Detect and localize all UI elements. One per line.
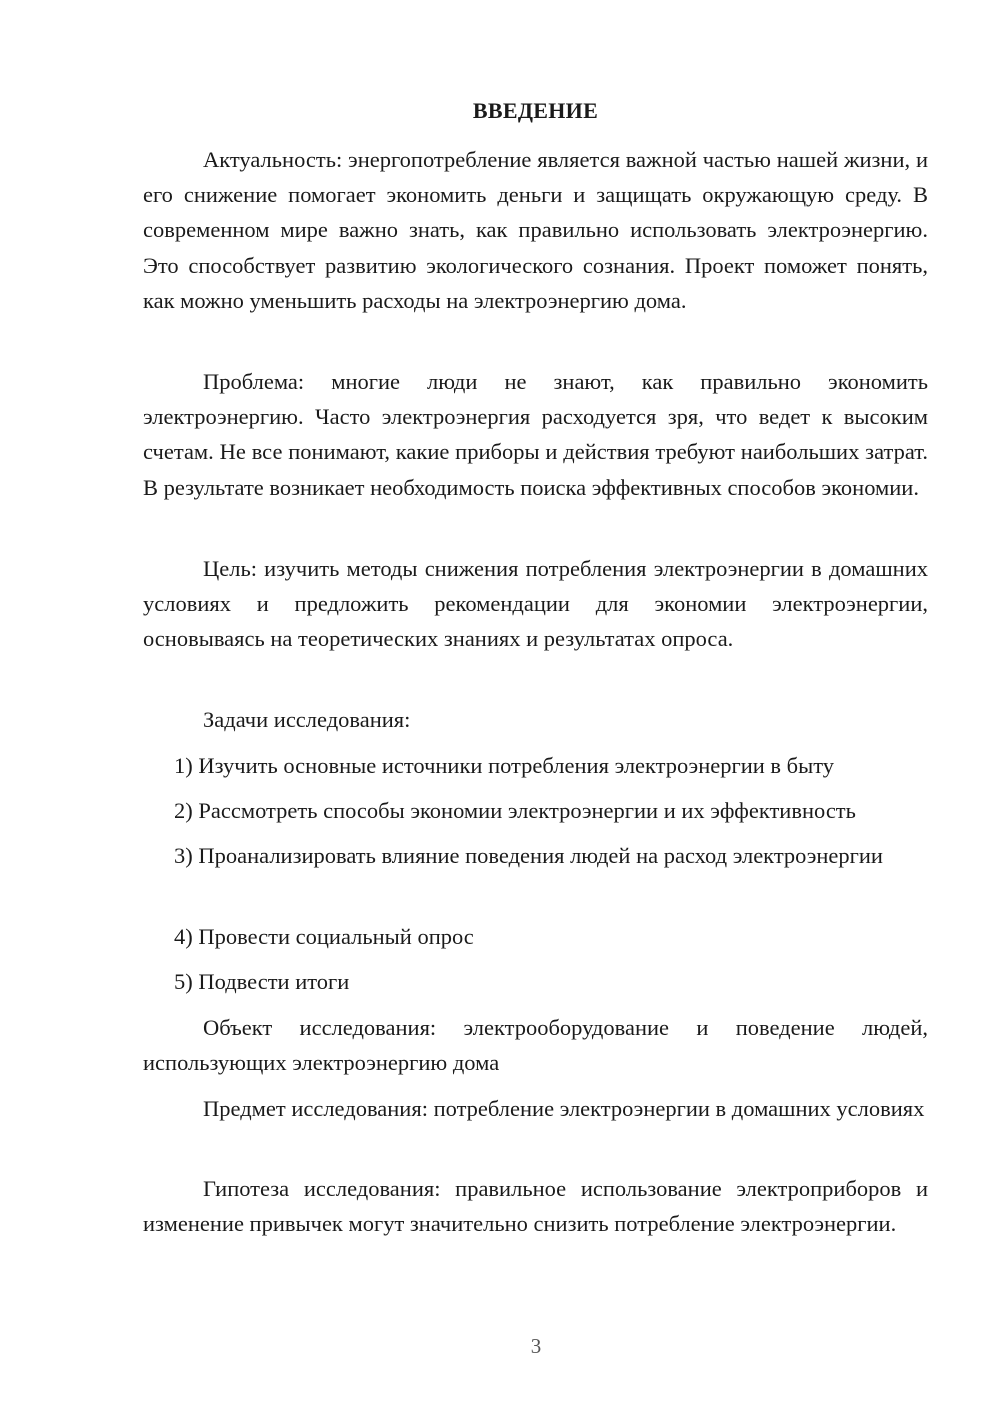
goal-paragraph: Цель: изучить методы снижения потребления электроэнергии в домашних условиях и предложить рекомендации для экономии электроэнергии, основываясь на теоретических знаниях и результатах опроса. — [143, 556, 928, 652]
subject-paragraph: Предмет исследования: потребление электроэнергии в домашних условиях — [203, 1096, 925, 1121]
problem-paragraph: Проблема: многие люди не знают, как правильно экономить электроэнергию. Часто электроэнергия расходуется зря, что ведет к высоким счетам. Не все понимают, какие приборы и действия требуют наибольших затрат. В результате возникает необходимость поиска эффективных способов экономии. — [143, 369, 928, 500]
task-item-4: 4) Провести социальный опрос — [174, 924, 474, 949]
task-item-2: 2) Рассмотреть способы экономии электроэнергии и их эффективность — [174, 798, 856, 823]
tasks-heading: Задачи исследования: — [203, 707, 411, 732]
hypothesis-paragraph: Гипотеза исследования: правильное использование электроприборов и изменение привычек могут значительно снизить потребление электроэнергии. — [143, 1176, 928, 1237]
relevance-paragraph: Актуальность: энергопотребление является важной частью нашей жизни, и его снижение помогает экономить деньги и защищать окружающую среду. В современном мире важно знать, как правильно использовать электроэнергию. Это способствует развитию экологического сознания. Проект поможет понять, как можно уменьшить расходы на электроэнергию дома. — [143, 147, 928, 313]
object-paragraph: Объект исследования: электрооборудование и поведение людей, использующих электроэнергию дома — [143, 1015, 928, 1076]
task-item-5: 5) Подвести итоги — [174, 969, 350, 994]
page-number: 3 — [530, 1334, 542, 1358]
task-item-3: 3) Проанализировать влияние поведения людей на расход электроэнергии — [174, 843, 883, 868]
task-item-1: 1) Изучить основные источники потребления электроэнергии в быту — [174, 753, 835, 778]
page-title: ВВЕДЕНИЕ — [472, 98, 599, 123]
